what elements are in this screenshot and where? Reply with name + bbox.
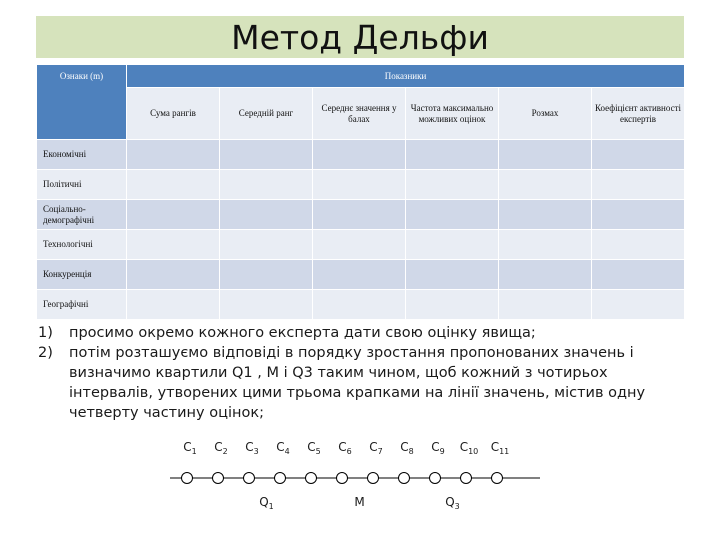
- scale-point-label: $C_7$: [369, 440, 383, 456]
- scale-point-circle: [430, 473, 441, 484]
- table-cell: [313, 260, 406, 290]
- features-header: Ознаки (m): [37, 65, 127, 140]
- table-cell: [592, 260, 685, 290]
- table-cell: [499, 290, 592, 320]
- scale-point-label: $C_1$: [183, 440, 197, 456]
- indicators-header: Показники: [127, 65, 685, 88]
- table-row: [37, 140, 685, 170]
- table-row: [37, 170, 685, 200]
- table-cell: [220, 230, 313, 260]
- scale-point-circle: [306, 473, 317, 484]
- scale-point-label: $C_3$: [245, 440, 259, 456]
- table-cell: [592, 230, 685, 260]
- table-cell: [127, 140, 220, 170]
- table-cell: [499, 230, 592, 260]
- scale-point-label: $C_5$: [307, 440, 321, 456]
- scale-point-label: $C_4$: [276, 440, 290, 456]
- table-cell: [406, 140, 499, 170]
- scale-point-label: $C_8$: [400, 440, 414, 456]
- table-cell: [499, 200, 592, 230]
- table-row: [37, 230, 685, 260]
- list-number: 2): [38, 345, 53, 361]
- column-header: Розмах: [499, 88, 592, 140]
- table-cell: [406, 230, 499, 260]
- table-cell: [499, 140, 592, 170]
- table-cell: [592, 200, 685, 230]
- table-cell: [499, 170, 592, 200]
- slide-title: Метод Дельфи: [231, 17, 489, 57]
- list-text: потім розташуємо відповіді в порядку зростання пропонованих значень і визначимо квартили Q1 , M і Q3 таким чином, щоб кожний з чотирьох інтервалів, утворених цими трьома крапками на лінії значень, містив одну четверту частину оцінок;: [69, 345, 646, 421]
- column-header: Середнє значення у балах: [313, 88, 406, 140]
- list-number: 1): [38, 325, 53, 341]
- scale-point-circle: [244, 473, 255, 484]
- table-row: [37, 260, 685, 290]
- table-cell: [220, 200, 313, 230]
- table-cell: [127, 290, 220, 320]
- column-header: Середній ранг: [220, 88, 313, 140]
- scale-point-circle: [337, 473, 348, 484]
- table-cell: [313, 140, 406, 170]
- scale-point-label: $C_6$: [338, 440, 352, 456]
- table-cell: [313, 200, 406, 230]
- table-cell: [406, 200, 499, 230]
- scale-point-label: $C_9$: [431, 440, 445, 456]
- table-cell: [406, 260, 499, 290]
- table-cell: [127, 260, 220, 290]
- column-header: Сума рангів: [127, 88, 220, 140]
- scale-point-circle: [461, 473, 472, 484]
- table-cell: [592, 290, 685, 320]
- delphi-table: [36, 64, 685, 320]
- table-cell: [592, 170, 685, 200]
- table-cell: [406, 170, 499, 200]
- quartile-label: M: [354, 495, 365, 509]
- scale-point-circle: [213, 473, 224, 484]
- table-cell: [127, 200, 220, 230]
- table-cell: [592, 140, 685, 170]
- table-row: [37, 200, 685, 230]
- quartile-scale: [0, 435, 720, 520]
- row-label: Технологічні: [37, 230, 127, 260]
- table-cell: [313, 290, 406, 320]
- row-label: Конкуренція: [37, 260, 127, 290]
- scale-point-label: $C_2$: [214, 440, 228, 456]
- table-cell: [499, 260, 592, 290]
- table-cell: [313, 230, 406, 260]
- quartile-label: $Q_3$: [445, 495, 460, 511]
- row-label: Соціально-демографічні: [37, 200, 127, 230]
- table-cell: [127, 230, 220, 260]
- scale-point-circle: [275, 473, 286, 484]
- scale-point-label: $C_{10}$: [459, 440, 479, 456]
- steps-list: [38, 323, 678, 423]
- table-cell: [406, 290, 499, 320]
- scale-point-circle: [492, 473, 503, 484]
- column-header: Коефіцієнт активності експертів: [592, 88, 685, 140]
- list-item: [38, 343, 678, 423]
- scale-point-circle: [368, 473, 379, 484]
- table-cell: [220, 170, 313, 200]
- column-header: Частота максимально можливих оцінок: [406, 88, 499, 140]
- scale-point-circle: [399, 473, 410, 484]
- table-cell: [220, 260, 313, 290]
- row-label: Географічні: [37, 290, 127, 320]
- table-cell: [220, 290, 313, 320]
- list-item: [38, 323, 678, 343]
- row-label: Політичні: [37, 170, 127, 200]
- list-text: просимо окремо кожного експерта дати свою оцінку явища;: [69, 325, 536, 341]
- scale-point-label: $C_{11}$: [490, 440, 510, 456]
- quartile-label: $Q_1$: [259, 495, 274, 511]
- scale-point-circle: [182, 473, 193, 484]
- table-cell: [127, 170, 220, 200]
- table-cell: [313, 170, 406, 200]
- table-cell: [220, 140, 313, 170]
- table-row: [37, 290, 685, 320]
- row-label: Економічні: [37, 140, 127, 170]
- slide-title-bar: [36, 16, 684, 58]
